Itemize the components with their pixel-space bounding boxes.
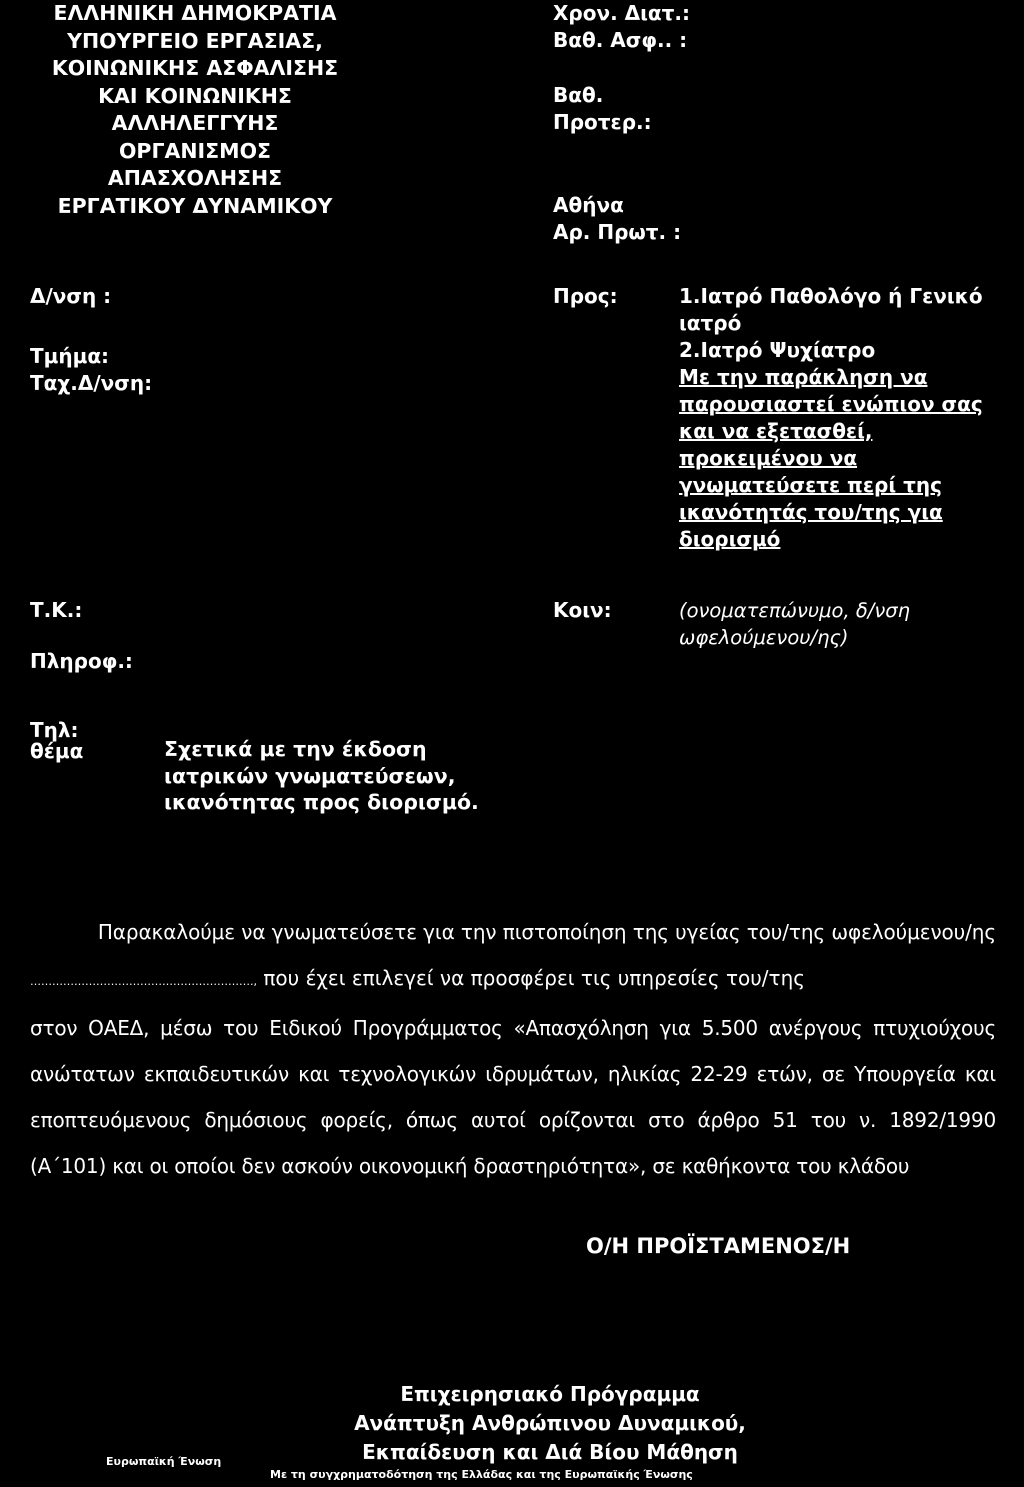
body-line-2 bbox=[30, 955, 996, 1005]
cc-block bbox=[679, 597, 1019, 651]
issuer-header bbox=[30, 0, 360, 220]
beneficiary-blank: ……………………………………………………., bbox=[30, 975, 257, 988]
meta-ar-prot: Αρ. Πρωτ. : bbox=[553, 220, 682, 244]
header-line: ΑΛΛΗΛΕΓΓΥΗΣ bbox=[111, 111, 279, 135]
subject-line: ικανότητας προς διορισμό. bbox=[164, 790, 479, 814]
body-rest: στον ΟΑΕΔ, μέσω του Ειδικού Προγράμματος «Απασχόληση για 5.500 ανέργους πτυχιούχους ανώτατων εκπαιδευτικών και τεχνολογικών ιδρυμάτων, ηλικίας 22-29 ετών, σε Υπουργεία και εποπτευόμενους δημόσιους φορείς, όπως αυτοί ορίζονται στο άρθρο 51 του ν. 1892/1990 (Α΄101) και οι οποίοι δεν ασκούν οικονομική δραστηριότητα», σε καθήκοντα του κλάδου bbox=[30, 1016, 996, 1178]
label-tmima: Τμήμα: bbox=[30, 344, 110, 368]
request-line: παρουσιαστεί ενώπιον σας bbox=[679, 392, 983, 416]
header-line: ΟΡΓΑΝΙΣΜΟΣ bbox=[119, 138, 271, 163]
recipient-1: 1.Ιατρό Παθολόγο ή Γενικό bbox=[679, 284, 983, 308]
request-line: και να εξετασθεί, bbox=[679, 419, 873, 443]
subject-block bbox=[164, 736, 479, 816]
program-line: Επιχειρησιακό Πρόγραμμα bbox=[400, 1382, 700, 1406]
meta-proter: Προτερ.: bbox=[553, 110, 652, 134]
header-line: ΚΑΙ ΚΟΙΝΩΝΙΚΗΣ bbox=[98, 83, 292, 108]
request-line: προκειμένου να bbox=[679, 446, 858, 470]
request-line: γνωματεύσετε περί της bbox=[679, 473, 942, 497]
request-line: διορισμό bbox=[679, 527, 781, 551]
recipients-block bbox=[679, 283, 1024, 553]
request-line: ικανότητάς του/της για bbox=[679, 500, 943, 524]
label-dnsi: Δ/νση : bbox=[30, 284, 112, 308]
recipient-1-cont: ιατρό bbox=[679, 311, 742, 335]
meta-vath-asf: Βαθ. Ασφ.. : bbox=[553, 28, 688, 52]
subject-line: ιατρικών γνωματεύσεων, bbox=[164, 763, 456, 788]
meta-vath: Βαθ. bbox=[553, 83, 604, 107]
label-thema: θέμα bbox=[30, 739, 84, 763]
recipient-2: 2.Ιατρό Ψυχίατρο bbox=[679, 338, 876, 362]
header-line: ΥΠΟΥΡΓΕΙΟ ΕΡΓΑΣΙΑΣ, bbox=[67, 28, 323, 53]
label-plirof: Πληροφ.: bbox=[30, 649, 133, 673]
body-line-2-rest: που έχει επιλεγεί να προσφέρει τις υπηρεσίες του/της bbox=[257, 966, 805, 990]
cc-line: ωφελούμενου/ης) bbox=[679, 626, 849, 649]
program-footer bbox=[290, 1380, 810, 1467]
cofunding-note: Με τη συγχρηματοδότηση της Ελλάδας και της Ευρωπαϊκής Ένωσης bbox=[270, 1468, 693, 1481]
subject-line: Σχετικά με την έκδοση bbox=[164, 737, 427, 761]
request-line: Με την παράκληση να bbox=[679, 365, 928, 389]
header-line: ΕΡΓΑΤΙΚΟΥ ΔΥΝΑΜΙΚΟΥ bbox=[57, 193, 333, 218]
body-text bbox=[30, 909, 996, 1189]
meta-chron-diat: Χρον. Διατ.: bbox=[553, 1, 691, 25]
meta-city: Αθήνα bbox=[553, 193, 624, 217]
recipients-label: Προς: bbox=[553, 284, 618, 308]
cc-label: Κοιν: bbox=[553, 598, 612, 622]
program-line: Εκπαίδευση και Διά Βίου Μάθηση bbox=[362, 1440, 738, 1464]
label-tk: Τ.Κ.: bbox=[30, 598, 83, 622]
label-til: Τηλ: bbox=[30, 718, 79, 742]
program-line: Ανάπτυξη Ανθρώπινου Δυναμικού, bbox=[354, 1411, 746, 1435]
signature-title: Ο/Η ΠΡΟΪΣΤΑΜΕΝΟΣ/Η bbox=[586, 1234, 851, 1258]
label-tax-dnsi: Ταχ.Δ/νση: bbox=[30, 371, 153, 395]
body-line-1: Παρακαλούμε να γνωματεύσετε για την πιστοποίηση της υγείας του/της ωφελούμενου/ης bbox=[97, 920, 996, 944]
eu-label: Ευρωπαϊκή Ένωση bbox=[106, 1455, 222, 1468]
header-line: ΕΛΛΗΝΙΚΗ ΔΗΜΟΚΡΑΤΙΑ bbox=[53, 1, 337, 25]
header-line: ΑΠΑΣΧΟΛΗΣΗΣ bbox=[107, 166, 283, 190]
cc-line: (ονοματεπώνυμο, δ/νση bbox=[679, 599, 910, 622]
header-line: ΚΟΙΝΩΝΙΚΗΣ ΑΣΦΑΛΙΣΗΣ bbox=[51, 56, 339, 80]
